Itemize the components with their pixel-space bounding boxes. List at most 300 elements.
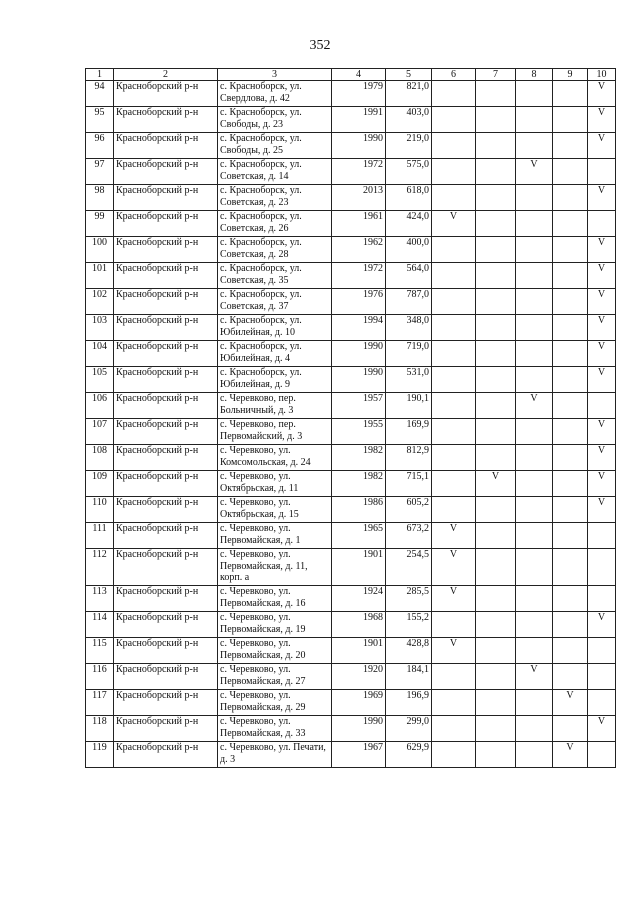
mark-cell-9	[553, 237, 588, 263]
mark-cell-6	[432, 419, 476, 445]
table-row	[86, 445, 616, 471]
mark-cell-6	[432, 742, 476, 768]
mark-cell-10: V	[588, 445, 616, 471]
mark-cell-10	[588, 523, 616, 549]
district-cell: Красноборский р-н	[114, 497, 218, 523]
district-cell: Красноборский р-н	[114, 638, 218, 664]
address-cell: с. Красноборск, ул. Советская, д. 35	[218, 263, 332, 289]
mark-cell-9: V	[553, 690, 588, 716]
mark-cell-10	[588, 393, 616, 419]
area-cell: 155,2	[386, 612, 432, 638]
mark-cell-9	[553, 367, 588, 393]
mark-cell-7	[476, 185, 516, 211]
row-number: 118	[86, 716, 114, 742]
mark-cell-9: V	[553, 742, 588, 768]
address-cell: с. Черевково, ул. Первомайская, д. 20	[218, 638, 332, 664]
mark-cell-9	[553, 716, 588, 742]
area-cell: 673,2	[386, 523, 432, 549]
mark-cell-9	[553, 107, 588, 133]
table-row	[86, 664, 616, 690]
row-number: 108	[86, 445, 114, 471]
row-number: 102	[86, 289, 114, 315]
year-cell: 1972	[332, 159, 386, 185]
mark-cell-9	[553, 211, 588, 237]
col-header: 10	[588, 69, 616, 81]
mark-cell-7: V	[476, 471, 516, 497]
address-cell: с. Черевково, ул. Октябрьская, д. 15	[218, 497, 332, 523]
mark-cell-9	[553, 133, 588, 159]
mark-cell-7	[476, 159, 516, 185]
table-row	[86, 315, 616, 341]
mark-cell-7	[476, 81, 516, 107]
mark-cell-7	[476, 497, 516, 523]
year-cell: 1990	[332, 341, 386, 367]
mark-cell-9	[553, 341, 588, 367]
col-header: 1	[86, 69, 114, 81]
table-row	[86, 81, 616, 107]
area-cell: 719,0	[386, 341, 432, 367]
mark-cell-10	[588, 159, 616, 185]
mark-cell-10: V	[588, 81, 616, 107]
district-cell: Красноборский р-н	[114, 393, 218, 419]
area-cell: 428,8	[386, 638, 432, 664]
district-cell: Красноборский р-н	[114, 81, 218, 107]
year-cell: 1967	[332, 742, 386, 768]
area-cell: 787,0	[386, 289, 432, 315]
area-cell: 821,0	[386, 81, 432, 107]
table-body	[86, 81, 616, 768]
table-row	[86, 289, 616, 315]
area-cell: 564,0	[386, 263, 432, 289]
year-cell: 1969	[332, 690, 386, 716]
mark-cell-7	[476, 289, 516, 315]
district-cell: Красноборский р-н	[114, 367, 218, 393]
area-cell: 196,9	[386, 690, 432, 716]
address-cell: с. Черевково, ул. Комсомольская, д. 24	[218, 445, 332, 471]
mark-cell-9	[553, 81, 588, 107]
mark-cell-8	[516, 263, 553, 289]
mark-cell-6: V	[432, 549, 476, 586]
mark-cell-8	[516, 289, 553, 315]
address-cell: с. Красноборск, ул. Советская, д. 26	[218, 211, 332, 237]
mark-cell-8	[516, 638, 553, 664]
table-row	[86, 638, 616, 664]
mark-cell-6	[432, 185, 476, 211]
address-cell: с. Черевково, ул. Первомайская, д. 11, корп. а	[218, 549, 332, 586]
row-number: 115	[86, 638, 114, 664]
mark-cell-10	[588, 742, 616, 768]
mark-cell-8	[516, 107, 553, 133]
row-number: 107	[86, 419, 114, 445]
col-header: 2	[114, 69, 218, 81]
area-cell: 219,0	[386, 133, 432, 159]
table-row	[86, 497, 616, 523]
mark-cell-7	[476, 586, 516, 612]
table-row	[86, 185, 616, 211]
mark-cell-7	[476, 523, 516, 549]
mark-cell-9	[553, 445, 588, 471]
year-cell: 1965	[332, 523, 386, 549]
mark-cell-6: V	[432, 586, 476, 612]
district-cell: Красноборский р-н	[114, 133, 218, 159]
table-row	[86, 107, 616, 133]
mark-cell-8	[516, 211, 553, 237]
mark-cell-7	[476, 367, 516, 393]
district-cell: Красноборский р-н	[114, 742, 218, 768]
mark-cell-8	[516, 81, 553, 107]
year-cell: 1990	[332, 133, 386, 159]
mark-cell-9	[553, 185, 588, 211]
mark-cell-9	[553, 638, 588, 664]
address-cell: с. Черевково, ул. Октябрьская, д. 11	[218, 471, 332, 497]
address-cell: с. Красноборск, ул. Свердлова, д. 42	[218, 81, 332, 107]
mark-cell-7	[476, 445, 516, 471]
table-row	[86, 341, 616, 367]
district-cell: Красноборский р-н	[114, 211, 218, 237]
row-number: 94	[86, 81, 114, 107]
district-cell: Красноборский р-н	[114, 315, 218, 341]
table-row	[86, 612, 616, 638]
mark-cell-6: V	[432, 211, 476, 237]
address-cell: с. Черевково, ул. Первомайская, д. 16	[218, 586, 332, 612]
district-cell: Красноборский р-н	[114, 664, 218, 690]
col-header: 5	[386, 69, 432, 81]
mark-cell-8	[516, 315, 553, 341]
mark-cell-10: V	[588, 419, 616, 445]
mark-cell-8	[516, 185, 553, 211]
mark-cell-6: V	[432, 638, 476, 664]
mark-cell-10: V	[588, 367, 616, 393]
mark-cell-7	[476, 393, 516, 419]
address-cell: с. Черевково, пер. Больничный, д. 3	[218, 393, 332, 419]
mark-cell-6	[432, 133, 476, 159]
district-cell: Красноборский р-н	[114, 419, 218, 445]
mark-cell-9	[553, 159, 588, 185]
header-row	[86, 69, 616, 81]
table-row	[86, 211, 616, 237]
table-row	[86, 159, 616, 185]
area-cell: 299,0	[386, 716, 432, 742]
area-cell: 400,0	[386, 237, 432, 263]
district-cell: Красноборский р-н	[114, 471, 218, 497]
row-number: 119	[86, 742, 114, 768]
mark-cell-9	[553, 586, 588, 612]
mark-cell-9	[553, 263, 588, 289]
mark-cell-8	[516, 549, 553, 586]
mark-cell-10: V	[588, 315, 616, 341]
mark-cell-8	[516, 341, 553, 367]
mark-cell-8	[516, 586, 553, 612]
mark-cell-9	[553, 289, 588, 315]
area-cell: 348,0	[386, 315, 432, 341]
col-header: 9	[553, 69, 588, 81]
area-cell: 605,2	[386, 497, 432, 523]
col-header: 3	[218, 69, 332, 81]
row-number: 97	[86, 159, 114, 185]
year-cell: 1991	[332, 107, 386, 133]
district-cell: Красноборский р-н	[114, 445, 218, 471]
address-cell: с. Красноборск, ул. Советская, д. 37	[218, 289, 332, 315]
row-number: 116	[86, 664, 114, 690]
table-row	[86, 523, 616, 549]
year-cell: 2013	[332, 185, 386, 211]
year-cell: 1990	[332, 716, 386, 742]
mark-cell-8: V	[516, 393, 553, 419]
mark-cell-6	[432, 289, 476, 315]
table-row	[86, 263, 616, 289]
mark-cell-6	[432, 716, 476, 742]
mark-cell-7	[476, 263, 516, 289]
year-cell: 1955	[332, 419, 386, 445]
mark-cell-8: V	[516, 159, 553, 185]
mark-cell-7	[476, 690, 516, 716]
row-number: 101	[86, 263, 114, 289]
district-cell: Красноборский р-н	[114, 586, 218, 612]
address-cell: с. Красноборск, ул. Советская, д. 28	[218, 237, 332, 263]
col-header: 4	[332, 69, 386, 81]
mark-cell-10: V	[588, 612, 616, 638]
row-number: 100	[86, 237, 114, 263]
col-header: 7	[476, 69, 516, 81]
mark-cell-9	[553, 419, 588, 445]
year-cell: 1994	[332, 315, 386, 341]
district-cell: Красноборский р-н	[114, 107, 218, 133]
mark-cell-7	[476, 419, 516, 445]
row-number: 113	[86, 586, 114, 612]
mark-cell-10: V	[588, 471, 616, 497]
area-cell: 812,9	[386, 445, 432, 471]
mark-cell-6	[432, 497, 476, 523]
mark-cell-6	[432, 471, 476, 497]
district-cell: Красноборский р-н	[114, 263, 218, 289]
district-cell: Красноборский р-н	[114, 690, 218, 716]
mark-cell-10	[588, 549, 616, 586]
mark-cell-7	[476, 664, 516, 690]
mark-cell-7	[476, 341, 516, 367]
table-row	[86, 690, 616, 716]
area-cell: 254,5	[386, 549, 432, 586]
year-cell: 1924	[332, 586, 386, 612]
mark-cell-10: V	[588, 716, 616, 742]
area-cell: 531,0	[386, 367, 432, 393]
row-number: 110	[86, 497, 114, 523]
area-cell: 715,1	[386, 471, 432, 497]
mark-cell-6	[432, 315, 476, 341]
address-cell: с. Черевково, ул. Печати, д. 3	[218, 742, 332, 768]
mark-cell-9	[553, 471, 588, 497]
table-row	[86, 586, 616, 612]
mark-cell-7	[476, 612, 516, 638]
year-cell: 1968	[332, 612, 386, 638]
row-number: 114	[86, 612, 114, 638]
row-number: 111	[86, 523, 114, 549]
mark-cell-10: V	[588, 497, 616, 523]
address-cell: с. Красноборск, ул. Советская, д. 14	[218, 159, 332, 185]
district-cell: Красноборский р-н	[114, 289, 218, 315]
mark-cell-6	[432, 393, 476, 419]
year-cell: 1961	[332, 211, 386, 237]
mark-cell-10: V	[588, 263, 616, 289]
address-cell: с. Черевково, ул. Первомайская, д. 1	[218, 523, 332, 549]
year-cell: 1982	[332, 445, 386, 471]
mark-cell-8	[516, 716, 553, 742]
mark-cell-9	[553, 497, 588, 523]
year-cell: 1979	[332, 81, 386, 107]
area-cell: 575,0	[386, 159, 432, 185]
address-cell: с. Черевково, ул. Первомайская, д. 29	[218, 690, 332, 716]
mark-cell-8	[516, 690, 553, 716]
area-cell: 403,0	[386, 107, 432, 133]
table-row	[86, 133, 616, 159]
mark-cell-7	[476, 716, 516, 742]
area-cell: 285,5	[386, 586, 432, 612]
mark-cell-6	[432, 612, 476, 638]
mark-cell-7	[476, 211, 516, 237]
mark-cell-7	[476, 107, 516, 133]
table-row	[86, 419, 616, 445]
area-cell: 184,1	[386, 664, 432, 690]
address-cell: с. Красноборск, ул. Юбилейная, д. 10	[218, 315, 332, 341]
mark-cell-6	[432, 690, 476, 716]
mark-cell-6	[432, 664, 476, 690]
table-row	[86, 237, 616, 263]
address-cell: с. Черевково, ул. Первомайская, д. 33	[218, 716, 332, 742]
address-cell: с. Красноборск, ул. Юбилейная, д. 4	[218, 341, 332, 367]
row-number: 106	[86, 393, 114, 419]
year-cell: 1901	[332, 549, 386, 586]
mark-cell-7	[476, 315, 516, 341]
year-cell: 1990	[332, 367, 386, 393]
address-cell: с. Красноборск, ул. Советская, д. 23	[218, 185, 332, 211]
mark-cell-8	[516, 445, 553, 471]
table-row	[86, 716, 616, 742]
housing-registry-table	[85, 68, 616, 768]
year-cell: 1920	[332, 664, 386, 690]
address-cell: с. Черевково, пер. Первомайский, д. 3	[218, 419, 332, 445]
year-cell: 1962	[332, 237, 386, 263]
mark-cell-8	[516, 419, 553, 445]
mark-cell-9	[553, 523, 588, 549]
row-number: 96	[86, 133, 114, 159]
district-cell: Красноборский р-н	[114, 185, 218, 211]
mark-cell-7	[476, 237, 516, 263]
col-header: 6	[432, 69, 476, 81]
mark-cell-9	[553, 664, 588, 690]
mark-cell-6	[432, 263, 476, 289]
year-cell: 1957	[332, 393, 386, 419]
district-cell: Красноборский р-н	[114, 716, 218, 742]
page-number: 352	[309, 38, 331, 53]
mark-cell-6: V	[432, 523, 476, 549]
mark-cell-8	[516, 523, 553, 549]
district-cell: Красноборский р-н	[114, 549, 218, 586]
mark-cell-8	[516, 497, 553, 523]
col-header: 8	[516, 69, 553, 81]
row-number: 95	[86, 107, 114, 133]
mark-cell-6	[432, 107, 476, 133]
mark-cell-10: V	[588, 133, 616, 159]
table-row	[86, 393, 616, 419]
mark-cell-8: V	[516, 664, 553, 690]
row-number: 104	[86, 341, 114, 367]
district-cell: Красноборский р-н	[114, 523, 218, 549]
mark-cell-6	[432, 81, 476, 107]
row-number: 117	[86, 690, 114, 716]
mark-cell-8	[516, 742, 553, 768]
year-cell: 1982	[332, 471, 386, 497]
year-cell: 1976	[332, 289, 386, 315]
area-cell: 424,0	[386, 211, 432, 237]
mark-cell-8	[516, 471, 553, 497]
row-number: 109	[86, 471, 114, 497]
table-row	[86, 367, 616, 393]
mark-cell-10	[588, 690, 616, 716]
address-cell: с. Красноборск, ул. Свободы, д. 23	[218, 107, 332, 133]
area-cell: 169,9	[386, 419, 432, 445]
district-cell: Красноборский р-н	[114, 159, 218, 185]
year-cell: 1901	[332, 638, 386, 664]
mark-cell-9	[553, 549, 588, 586]
address-cell: с. Красноборск, ул. Свободы, д. 25	[218, 133, 332, 159]
mark-cell-10: V	[588, 341, 616, 367]
area-cell: 190,1	[386, 393, 432, 419]
district-cell: Красноборский р-н	[114, 237, 218, 263]
area-cell: 618,0	[386, 185, 432, 211]
table-row	[86, 549, 616, 586]
mark-cell-7	[476, 549, 516, 586]
row-number: 98	[86, 185, 114, 211]
area-cell: 629,9	[386, 742, 432, 768]
year-cell: 1986	[332, 497, 386, 523]
address-cell: с. Черевково, ул. Первомайская, д. 27	[218, 664, 332, 690]
address-cell: с. Черевково, ул. Первомайская, д. 19	[218, 612, 332, 638]
table-row	[86, 742, 616, 768]
mark-cell-10: V	[588, 237, 616, 263]
mark-cell-8	[516, 612, 553, 638]
mark-cell-6	[432, 341, 476, 367]
table-row	[86, 471, 616, 497]
year-cell: 1972	[332, 263, 386, 289]
mark-cell-6	[432, 445, 476, 471]
mark-cell-9	[553, 612, 588, 638]
row-number: 99	[86, 211, 114, 237]
mark-cell-9	[553, 393, 588, 419]
mark-cell-6	[432, 237, 476, 263]
mark-cell-6	[432, 159, 476, 185]
mark-cell-10	[588, 586, 616, 612]
mark-cell-10	[588, 664, 616, 690]
mark-cell-9	[553, 315, 588, 341]
address-cell: с. Красноборск, ул. Юбилейная, д. 9	[218, 367, 332, 393]
mark-cell-6	[432, 367, 476, 393]
mark-cell-7	[476, 133, 516, 159]
district-cell: Красноборский р-н	[114, 341, 218, 367]
mark-cell-7	[476, 742, 516, 768]
mark-cell-7	[476, 638, 516, 664]
mark-cell-10	[588, 638, 616, 664]
mark-cell-10: V	[588, 107, 616, 133]
row-number: 112	[86, 549, 114, 586]
mark-cell-8	[516, 367, 553, 393]
mark-cell-8	[516, 237, 553, 263]
mark-cell-10: V	[588, 185, 616, 211]
row-number: 105	[86, 367, 114, 393]
mark-cell-10: V	[588, 289, 616, 315]
row-number: 103	[86, 315, 114, 341]
mark-cell-10	[588, 211, 616, 237]
district-cell: Красноборский р-н	[114, 612, 218, 638]
mark-cell-8	[516, 133, 553, 159]
